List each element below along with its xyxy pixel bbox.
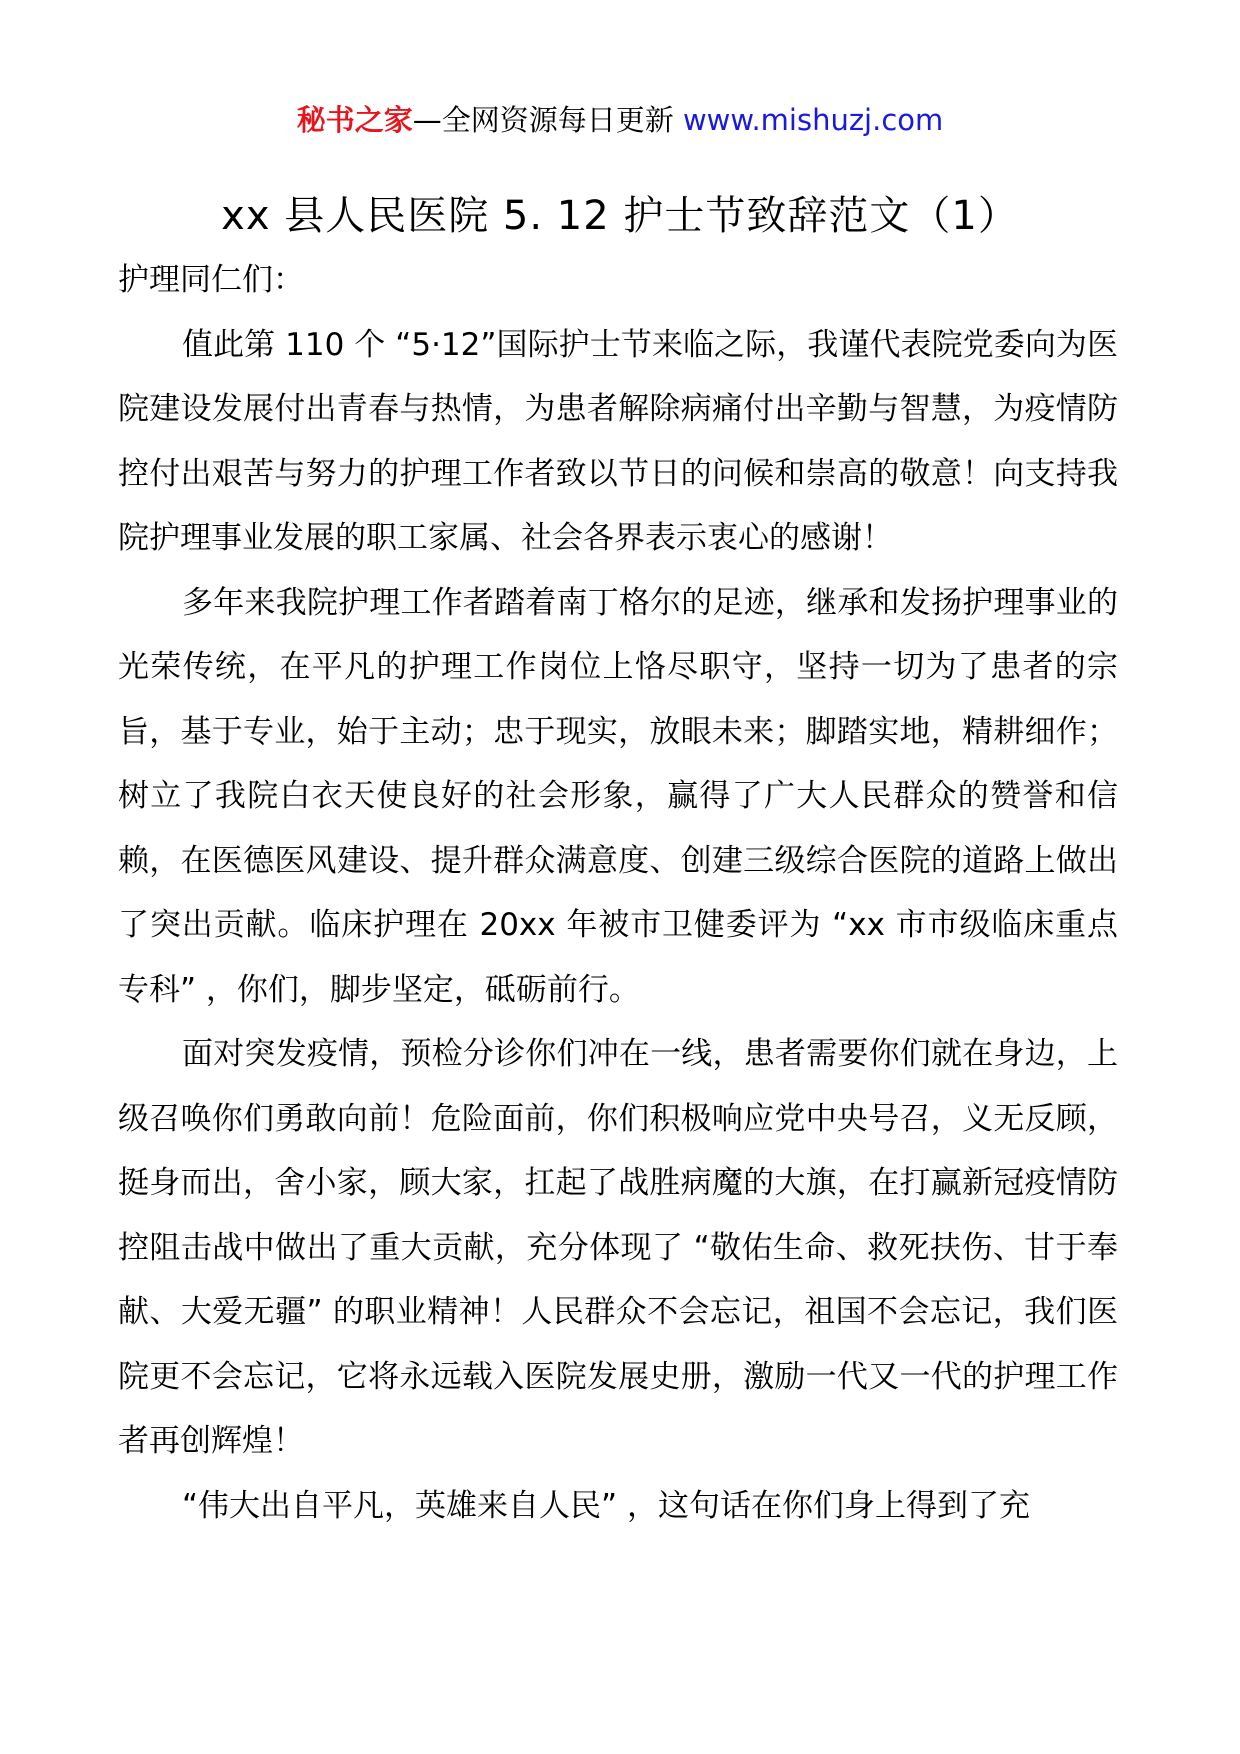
document-body bbox=[118, 248, 1118, 1538]
paragraph-3: 面对突发疫情，预检分诊你们冲在一线，患者需要你们就在身边，上级召唤你们勇敢向前！危险面前，你们积极响应党中央号召，义无反顾，挺身而出，舍小家，顾大家，扛起了战胜病魔的大旗，在打赢新冠疫情防控阻击战中做出了重大贡献，充分体现了 “敬佑生命、救死扶伤、甘于奉献、大爱无疆” 的职业精神！人民群众不会忘记，祖国不会忘记，我们医院更不会忘记，它将永远载入医院发展史册，激励一代又一代的护理工作者再创辉煌！ bbox=[118, 1036, 1118, 1459]
site-url[interactable]: www.mishuzj.com bbox=[682, 103, 944, 137]
paragraph-4: “伟大出自平凡，英雄来自人民” ，这句话在你们身上得到了充 bbox=[182, 1487, 1030, 1524]
salutation: 护理同仁们： bbox=[118, 262, 304, 298]
site-header bbox=[0, 100, 1240, 140]
site-slogan: —全网资源每日更新 bbox=[412, 103, 674, 137]
brand-name: 秘书之家 bbox=[296, 103, 413, 137]
document-title: xx 县人民医院 5. 12 护士节致辞范文（1） bbox=[221, 193, 1019, 239]
paragraph-1: 值此第 110 个 “5·12”国际护士节来临之际，我谨代表院党委向为医院建设发展付出青春与热情，为患者解除病痛付出辛勤与智慧，为疫情防控付出艰苦与努力的护理工作者致以节日的问候和崇高的敬意！向支持我院护理事业发展的职工家属、社会各界表示衷心的感谢！ bbox=[118, 326, 1118, 556]
paragraph-2: 多年来我院护理工作者踏着南丁格尔的足迹，继承和发扬护理事业的光荣传统，在平凡的护理工作岗位上恪尽职守，坚持一切为了患者的宗旨，基于专业，始于主动；忠于现实，放眼未来；脚踏实地，精耕细作；树立了我院白衣天使良好的社会形象，赢得了广大人民群众的赞誉和信赖，在医德医风建设、提升群众满意度、创建三级综合医院的道路上做出了突出贡献。临床护理在 20xx 年被市卫健委评为 “xx 市市级临床重点专科” ，你们，脚步坚定，砥砺前行。 bbox=[118, 584, 1118, 1008]
